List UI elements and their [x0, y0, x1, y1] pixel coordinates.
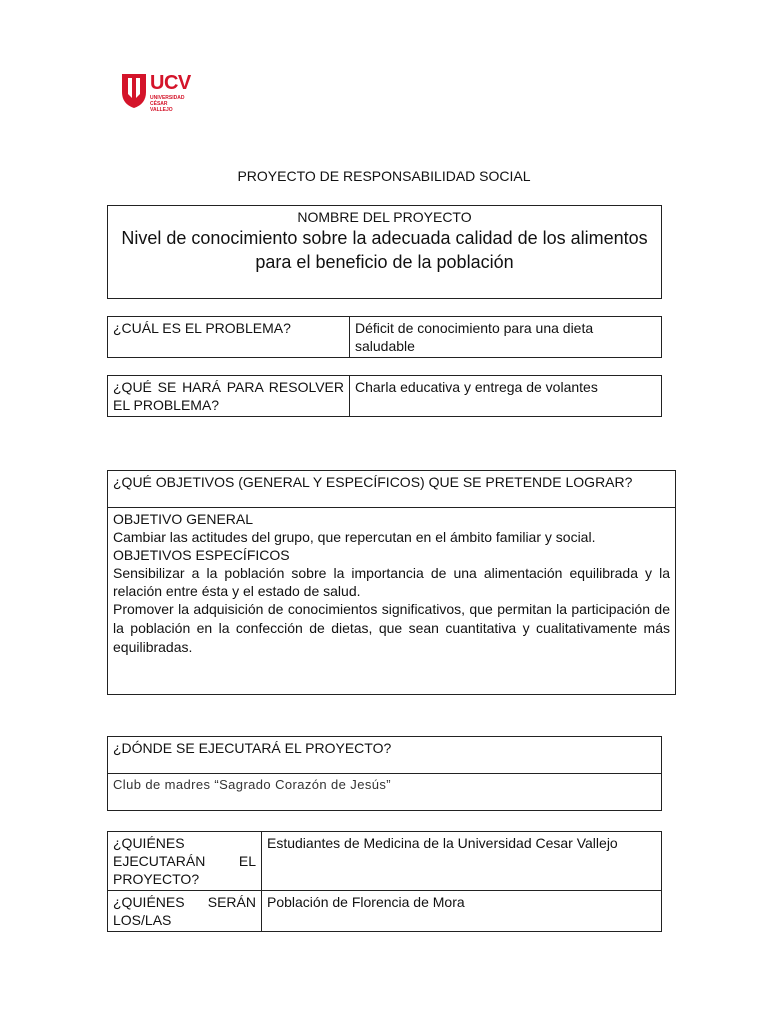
- specific-objectives-label: OBJETIVOS ESPECÍFICOS: [113, 547, 290, 563]
- project-name-line-1: Nivel de conocimiento sobre la adecuada calidad de los alimentos: [121, 228, 648, 248]
- executors-answer: Estudiantes de Medicina de la Universidad Cesar Vallejo: [262, 832, 662, 891]
- location-question: ¿DÓNDE SE EJECUTARÁ EL PROYECTO?: [108, 737, 662, 774]
- objectives-table: [107, 470, 676, 695]
- beneficiaries-answer: Población de Florencia de Mora: [262, 891, 662, 932]
- project-name-cell: [108, 206, 662, 299]
- objectives-question: ¿QUÉ OBJETIVOS (GENERAL Y ESPECÍFICOS) QUE SE PRETENDE LOGRAR?: [108, 471, 676, 508]
- problem-table: [107, 316, 662, 358]
- participants-table: [107, 831, 662, 932]
- project-name-table: [107, 205, 662, 299]
- project-name-label: NOMBRE DEL PROYECTO: [297, 209, 472, 225]
- solution-answer: Charla educativa y entrega de volantes: [350, 376, 662, 417]
- objectives-content: [108, 508, 676, 695]
- location-table: [107, 736, 662, 811]
- logo-wordmark: UCV: [150, 72, 191, 94]
- general-objective-text: Cambiar las actitudes del grupo, que repercutan en el ámbito familiar y social.: [113, 529, 596, 545]
- project-name-line-2: para el beneficio de la población: [255, 252, 514, 272]
- general-objective-label: OBJETIVO GENERAL: [113, 511, 254, 527]
- document-title: PROYECTO DE RESPONSABILIDAD SOCIAL: [237, 168, 531, 184]
- logo-subtitle: UNIVERSIDAD CÉSAR VALLEJO: [150, 95, 185, 113]
- executors-question: ¿QUIÉNES EJECUTARÁN EL PROYECTO?: [108, 832, 262, 891]
- solution-question: ¿QUÉ SE HARÁ PARA RESOLVER EL PROBLEMA?: [108, 376, 350, 417]
- problem-answer: Déficit de conocimiento para una dieta saludable: [350, 317, 662, 358]
- solution-table: [107, 375, 662, 417]
- beneficiaries-question: ¿QUIÉNES SERÁN LOS/LAS: [108, 891, 262, 932]
- specific-objective-1: Sensibilizar a la población sobre la importancia de una alimentación equilibrada y la relación entre ésta y el estado de salud.: [113, 565, 670, 599]
- ucv-shield-icon: [120, 70, 150, 110]
- problem-question: ¿CUÁL ES EL PROBLEMA?: [108, 317, 350, 358]
- specific-objective-2: Promover la adquisición de conocimientos significativos, que permitan la participación de la población en la confección de dietas, que sean cuantitativa y cualitativamente más equilibradas.: [113, 601, 670, 655]
- location-answer: Club de madres “Sagrado Corazón de Jesús”: [108, 774, 662, 811]
